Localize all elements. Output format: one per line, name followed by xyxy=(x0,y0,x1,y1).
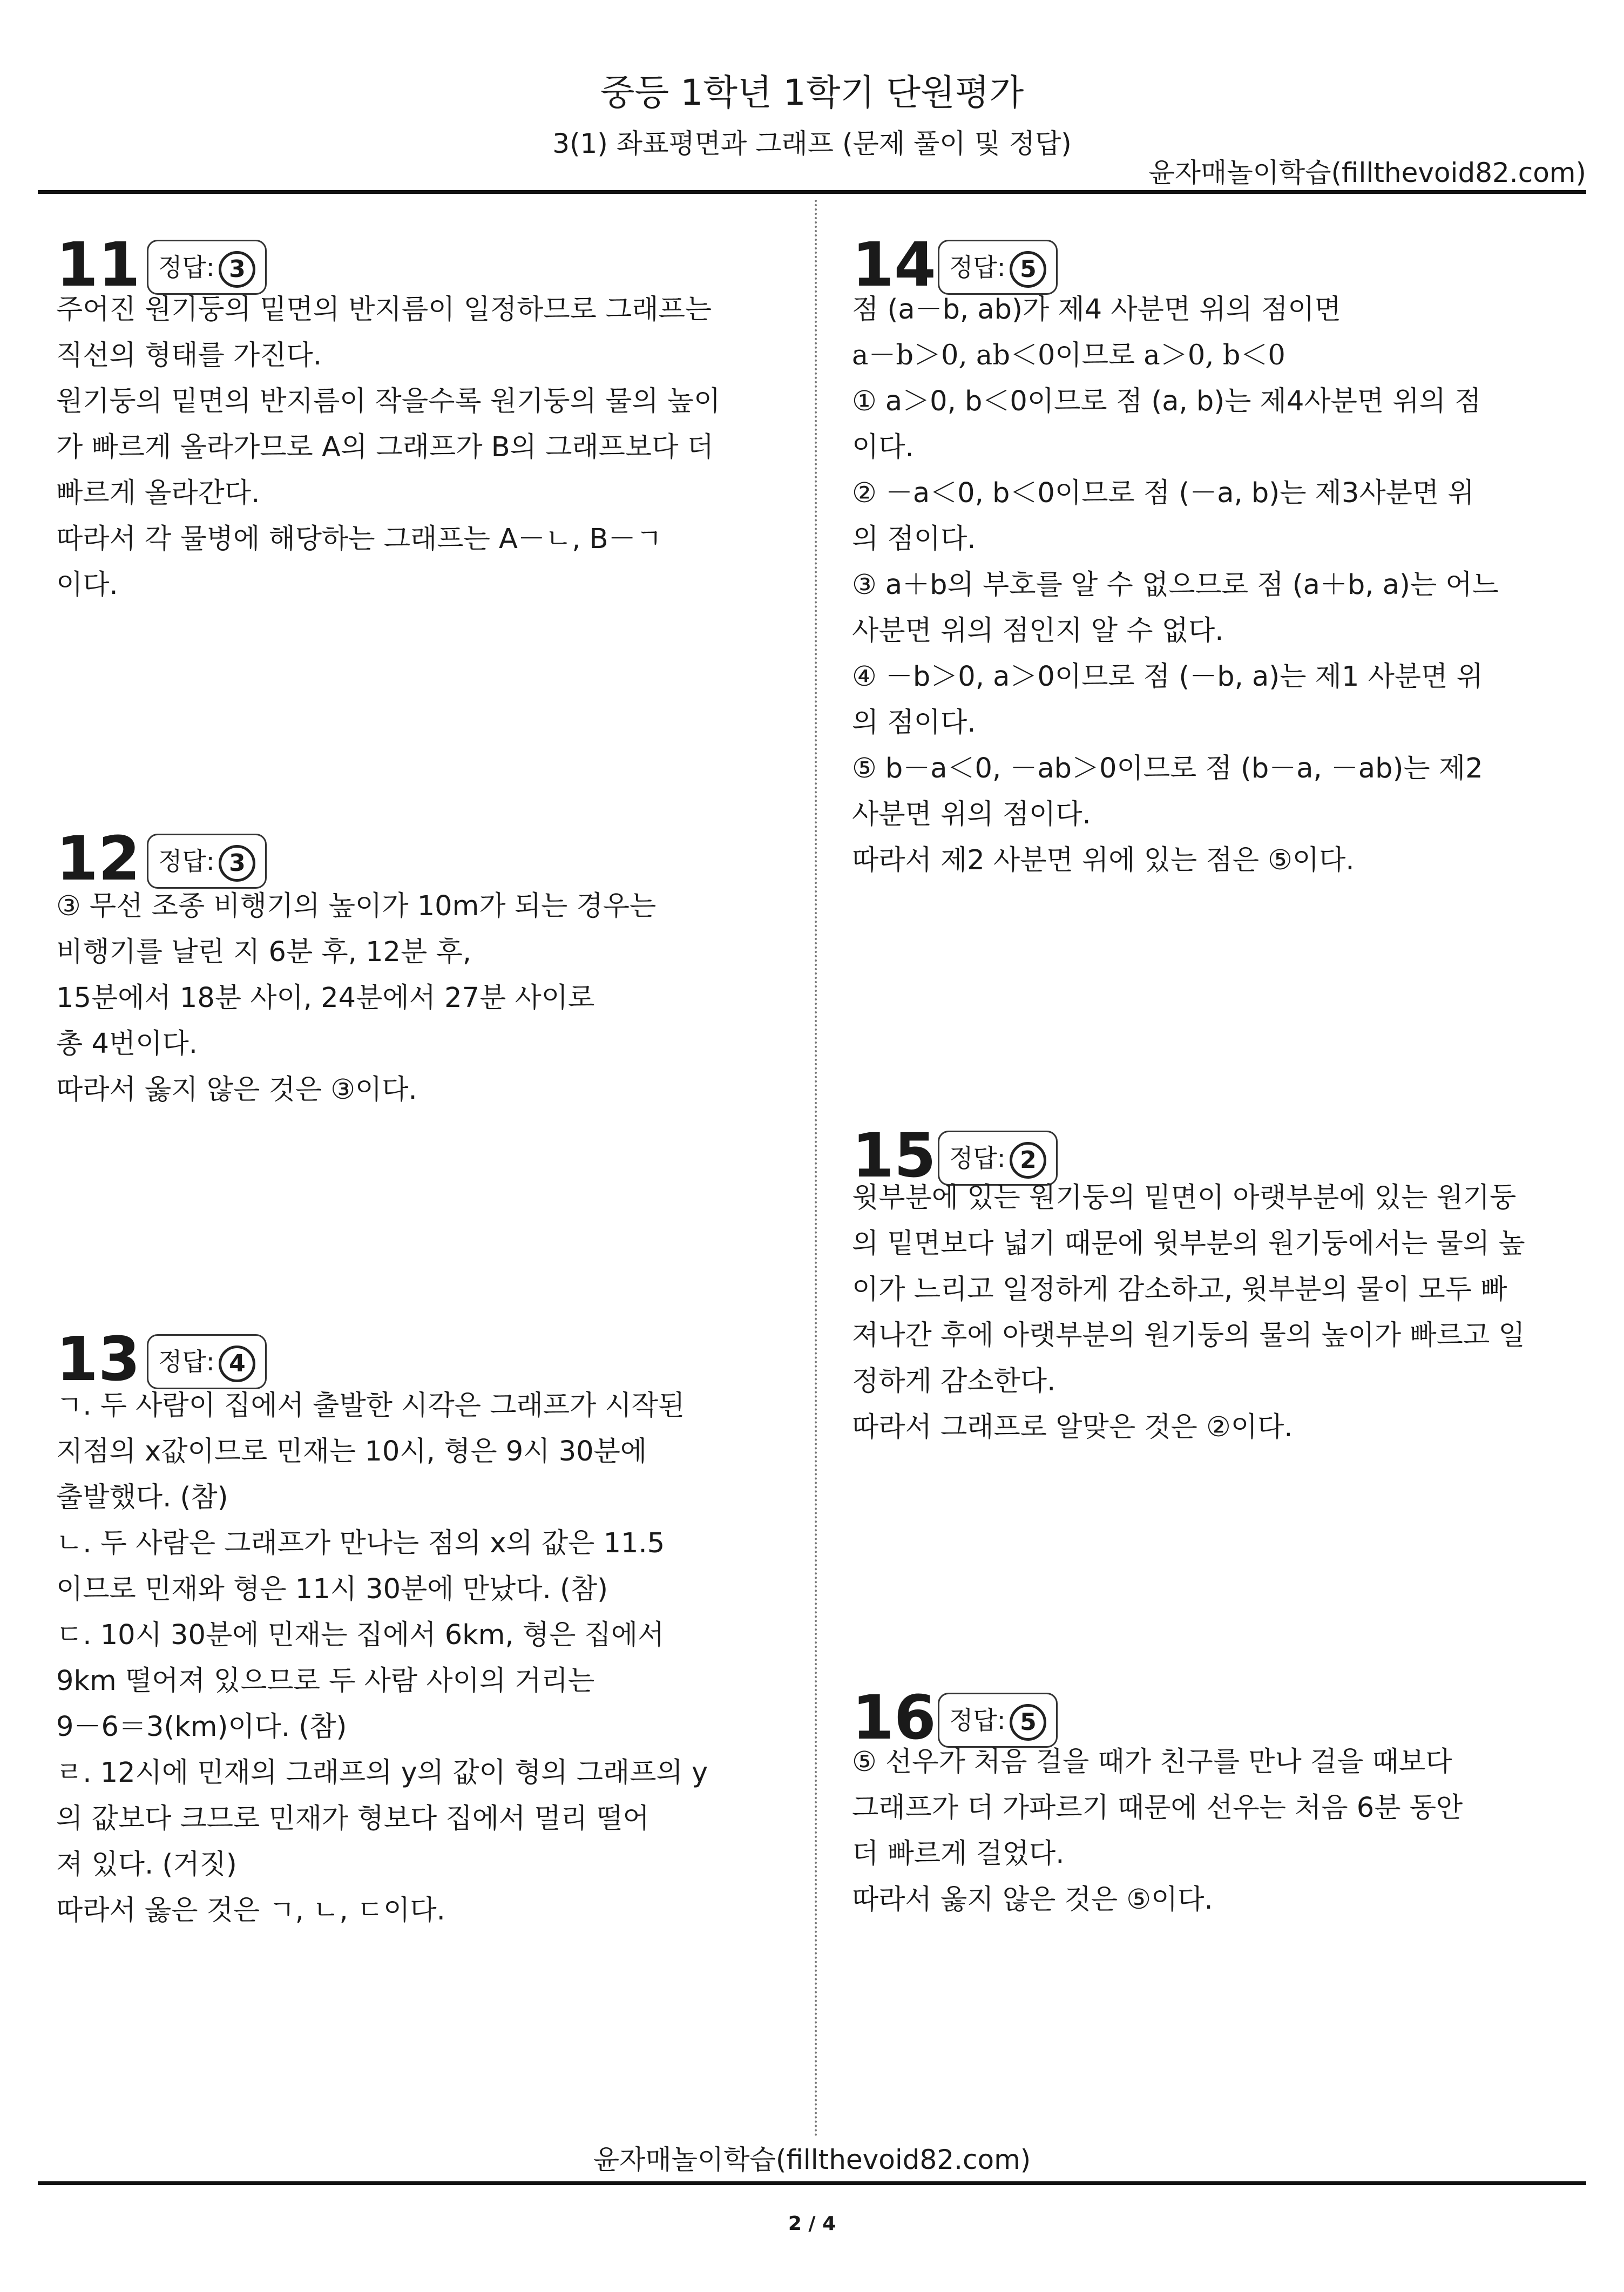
problem-12-number: 12 xyxy=(56,824,140,894)
problem-16-answer-value: 5 xyxy=(1010,1704,1046,1741)
solution-line: 이다. xyxy=(852,431,914,463)
solution-line: 의 점이다. xyxy=(852,523,976,555)
problem-14-answer-box xyxy=(938,240,1058,295)
solution-line: ⑤ 선우가 처음 걸을 때가 친구를 만나 걸을 때보다 xyxy=(852,1746,1452,1778)
column-divider xyxy=(815,200,817,2138)
solution-line: ㄷ. 10시 30분에 민재는 집에서 6km, 형은 집에서 xyxy=(56,1619,665,1651)
solution-line: ㄱ. 두 사람이 집에서 출발한 시각은 그래프가 시작된 xyxy=(56,1390,685,1422)
problem-12-answer-value: 3 xyxy=(219,845,255,882)
answer-label: 정답: xyxy=(158,1347,215,1376)
solution-line: ③ 무선 조종 비행기의 높이가 10m가 되는 경우는 xyxy=(56,890,657,922)
answer-label: 정답: xyxy=(158,847,215,876)
solution-line: 따라서 각 물병에 해당하는 그래프는 A－ㄴ, B－ㄱ xyxy=(56,523,662,555)
solution-line: 지점의 x값이므로 민재는 10시, 형은 9시 30분에 xyxy=(56,1436,647,1468)
problem-13-answer-box xyxy=(147,1334,267,1389)
solution-line: 따라서 제2 사분면 위에 있는 점은 ⑤이다. xyxy=(852,844,1355,876)
problem-16-answer-box xyxy=(938,1693,1058,1748)
solution-line: 점 (a－b, ab)가 제4 사분면 위의 점이면 xyxy=(852,294,1341,326)
solution-line: 원기둥의 밑면의 반지름이 작을수록 원기둥의 물의 높이 xyxy=(56,386,721,417)
solution-line: 15분에서 18분 사이, 24분에서 27분 사이로 xyxy=(56,982,595,1014)
solution-line: 따라서 옳지 않은 것은 ③이다. xyxy=(56,1074,417,1106)
solution-line: a－b＞0, ab＜0이므로 a＞0, b＜0 xyxy=(852,340,1285,371)
problem-11-answer-box xyxy=(147,240,267,295)
solution-line: 의 값보다 크므로 민재가 형보다 집에서 멀리 떨어 xyxy=(56,1803,649,1835)
solution-line: 가 빠르게 올라가므로 A의 그래프가 B의 그래프보다 더 xyxy=(56,431,714,463)
problem-11-solution xyxy=(56,294,720,616)
footer-brand: 윤자매놀이학습(fillthevoid82.com) xyxy=(593,2144,1031,2175)
solution-line: 따라서 옳은 것은 ㄱ, ㄴ, ㄷ이다. xyxy=(56,1895,445,1926)
problem-16-number: 16 xyxy=(852,1683,936,1753)
solution-line: 비행기를 날린 지 6분 후, 12분 후, xyxy=(56,936,471,968)
problem-12-answer-box xyxy=(147,834,267,889)
solution-line: 9km 떨어져 있으므로 두 사람 사이의 거리는 xyxy=(56,1665,595,1697)
solution-line: ㄹ. 12시에 민재의 그래프의 y의 값이 형의 그래프의 y xyxy=(56,1757,708,1789)
page-number: 2 / 4 xyxy=(788,2213,836,2235)
problem-15-answer-value: 2 xyxy=(1010,1142,1046,1179)
solution-line: 사분면 위의 점인지 알 수 없다. xyxy=(852,615,1224,647)
solution-line: ① a＞0, b＜0이므로 점 (a, b)는 제4사분면 위의 점 xyxy=(852,386,1481,417)
answer-label: 정답: xyxy=(158,253,215,282)
solution-line: 져나간 후에 아랫부분의 원기둥의 물의 높이가 빠르고 일 xyxy=(852,1320,1525,1351)
problem-12-solution xyxy=(56,891,656,1120)
solution-line: 주어진 원기둥의 밑면의 반지름이 일정하므로 그래프는 xyxy=(56,294,712,326)
solution-line: 의 점이다. xyxy=(852,707,976,739)
problem-14-answer-value: 5 xyxy=(1010,251,1046,288)
solution-line: ④ －b＞0, a＞0이므로 점 (－b, a)는 제1 사분면 위 xyxy=(852,661,1483,693)
page-title: 중등 1학년 1학기 단원평가 xyxy=(600,72,1024,113)
solution-line: 정하게 감소한다. xyxy=(852,1365,1056,1397)
problem-13-solution xyxy=(56,1390,708,1941)
solution-line: 총 4번이다. xyxy=(56,1028,198,1060)
solution-line: 이가 느리고 일정하게 감소하고, 윗부분의 물이 모두 빠 xyxy=(852,1274,1507,1306)
solution-line: 윗부분에 있는 원기둥의 밑면이 아랫부분에 있는 원기둥 xyxy=(852,1182,1517,1214)
answer-label: 정답: xyxy=(949,253,1006,282)
problem-13-answer-value: 4 xyxy=(219,1346,255,1382)
solution-line: ③ a＋b의 부호를 알 수 없으므로 점 (a＋b, a)는 어느 xyxy=(852,569,1499,601)
problem-15-number: 15 xyxy=(852,1121,936,1191)
solution-line: 이므로 민재와 형은 11시 30분에 만났다. (참) xyxy=(56,1573,608,1605)
header-divider xyxy=(38,190,1586,194)
solution-line: ㄴ. 두 사람은 그래프가 만나는 점의 x의 값은 11.5 xyxy=(56,1527,665,1559)
header-brand: 윤자매놀이학습(fillthevoid82.com) xyxy=(1148,157,1586,188)
solution-line: 사분면 위의 점이다. xyxy=(852,799,1091,830)
solution-line: 져 있다. (거짓) xyxy=(56,1849,237,1881)
problem-15-answer-box xyxy=(938,1131,1058,1186)
problem-13-number: 13 xyxy=(56,1324,140,1395)
solution-line: 직선의 형태를 가진다. xyxy=(56,340,322,371)
problem-16-solution xyxy=(852,1747,1463,1930)
solution-line: 따라서 옳지 않은 것은 ⑤이다. xyxy=(852,1884,1213,1916)
problem-14-number: 14 xyxy=(852,230,936,300)
page-subtitle: 3(1) 좌표평면과 그래프 (문제 풀이 및 정답) xyxy=(552,128,1072,159)
solution-line: 출발했다. (참) xyxy=(56,1482,228,1513)
solution-line: 더 빠르게 걸었다. xyxy=(852,1838,1065,1870)
problem-11-answer-value: 3 xyxy=(219,251,255,288)
answer-label: 정답: xyxy=(949,1706,1006,1735)
solution-line: ⑤ b－a＜0, －ab＞0이므로 점 (b－a, －ab)는 제2 xyxy=(852,753,1483,785)
solution-line: ② －a＜0, b＜0이므로 점 (－a, b)는 제3사분면 위 xyxy=(852,477,1474,509)
solution-line: 그래프가 더 가파르기 때문에 선우는 처음 6분 동안 xyxy=(852,1792,1463,1824)
solution-line: 빠르게 올라간다. xyxy=(56,477,260,509)
solution-line: 따라서 그래프로 알맞은 것은 ②이다. xyxy=(852,1411,1293,1443)
problem-11-number: 11 xyxy=(56,230,140,300)
solution-line: 의 밑면보다 넓기 때문에 윗부분의 원기둥에서는 물의 높 xyxy=(852,1228,1525,1260)
problem-15-solution xyxy=(852,1182,1525,1458)
problem-14-solution xyxy=(852,294,1499,891)
answer-label: 정답: xyxy=(949,1144,1006,1173)
solution-line: 9－6＝3(km)이다. (참) xyxy=(56,1711,347,1743)
footer-divider xyxy=(38,2181,1586,2185)
solution-line: 이다. xyxy=(56,569,118,601)
